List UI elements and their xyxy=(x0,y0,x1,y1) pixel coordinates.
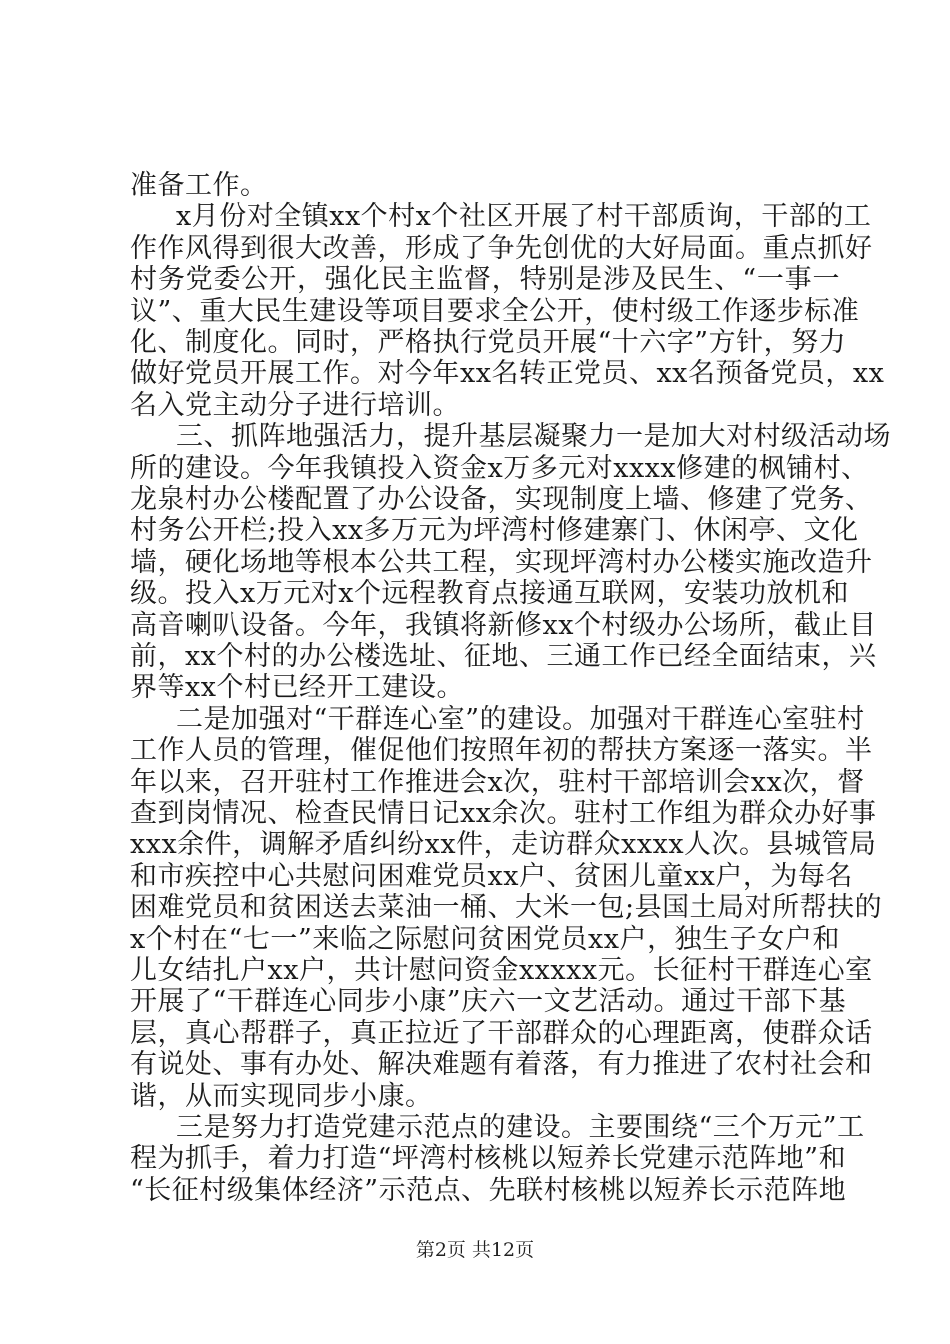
text-line: 前，xx个村的办公楼选址、征地、三通工作已经全面结束，兴 xyxy=(130,641,877,672)
text-line: 程为抓手，着力打造“坪湾村核桃以短养长党建示范阵地”和 xyxy=(130,1143,847,1175)
text-line: 年以来，召开驻村工作推进会x次，驻村干部培训会xx次，督 xyxy=(130,766,865,798)
text-line: 墙，硬化场地等根本公共工程，实现坪湾村办公楼实施改造升 xyxy=(130,546,873,578)
text-line: x个村在“七一”来临之际慰问贫困党员xx户，独生子女户和 xyxy=(130,923,840,955)
text-line: 谐，从而实现同步小康。 xyxy=(130,1080,433,1112)
text-line: “长征村级集体经济”示范点、先联村核桃以短养长示范阵地 xyxy=(130,1174,847,1206)
text-line: 界等xx个村已经开工建设。 xyxy=(130,672,464,704)
text-line: 所的建设。今年我镇投入资金x万多元对xxxx修建的枫铺村、 xyxy=(130,452,869,484)
paragraph-start-line: x月份对全镇xx个村x个社区开展了村干部质询，干部的工 xyxy=(176,201,872,233)
text-line: 议”、重大民生建设等项目要求全公开，使村级工作逐步标准 xyxy=(130,295,860,327)
paragraph-start-line: 二是加强对“干群连心室”的建设。加强对干群连心室驻村 xyxy=(176,703,865,735)
text-line: 儿女结扎户xx户，共计慰问资金xxxxx元。长征村干群连心室 xyxy=(130,955,873,986)
text-line: 困难党员和贫困送去菜油一桶、大米一包;县国土局对所帮扶的 xyxy=(130,892,883,924)
text-line: 级。投入x万元对x个远程教育点接通互联网，安装功放机和 xyxy=(130,578,849,610)
text-line: 高音喇叭设备。今年，我镇将新修xx个村级办公场所，截止目 xyxy=(130,609,877,641)
text-line: 查到岗情况、检查民情日记xx余次。驻村工作组为群众办好事 xyxy=(130,798,877,829)
text-line: 准备工作。 xyxy=(130,170,268,201)
page-number-footer: 第2页 共12页 xyxy=(415,1239,535,1261)
text-line: 和市疾控中心共慰问困难党员xx户、贫困儿童xx户，为每名 xyxy=(130,860,853,892)
text-line: 有说处、事有办处、解决难题有着落，有力推进了农村社会和 xyxy=(130,1049,873,1081)
text-line: 村务公开栏;投入xx多万元为坪湾村修建寨门、休闲亭、文化 xyxy=(130,515,859,547)
text-line: xxx余件，调解矛盾纠纷xx件，走访群众xxxx人次。县城管局 xyxy=(130,829,877,861)
text-line: 村务党委公开，强化民主监督，特别是涉及民生、“一事一 xyxy=(130,264,840,296)
text-line: 名入党主动分子进行培训。 xyxy=(130,389,460,421)
paragraph-start-line: 三是努力打造党建示范点的建设。主要围绕“三个万元”工 xyxy=(176,1112,865,1143)
text-line: 工作人员的管理，催促他们按照年初的帮扶方案逐一落实。半 xyxy=(130,735,873,767)
text-line: 开展了“干群连心同步小康”庆六一文艺活动。通过干部下基 xyxy=(130,986,847,1018)
text-line: 龙泉村办公楼配置了办公设备，实现制度上墙、修建了党务、 xyxy=(130,484,873,515)
text-line: 层，真心帮群子，真正拉近了干部群众的心理距离，使群众话 xyxy=(130,1017,873,1049)
text-line: 做好党员开展工作。对今年xx名转正党员、xx名预备党员，xx xyxy=(130,358,885,390)
text-line: 作作风得到很大改善，形成了争先创优的大好局面。重点抓好 xyxy=(130,232,873,264)
paragraph-start-line: 三、抓阵地强活力，提升基层凝聚力一是加大对村级活动场 xyxy=(176,421,891,453)
text-line: 化、制度化。同时，严格执行党员开展“十六字”方针，努力 xyxy=(130,327,847,358)
